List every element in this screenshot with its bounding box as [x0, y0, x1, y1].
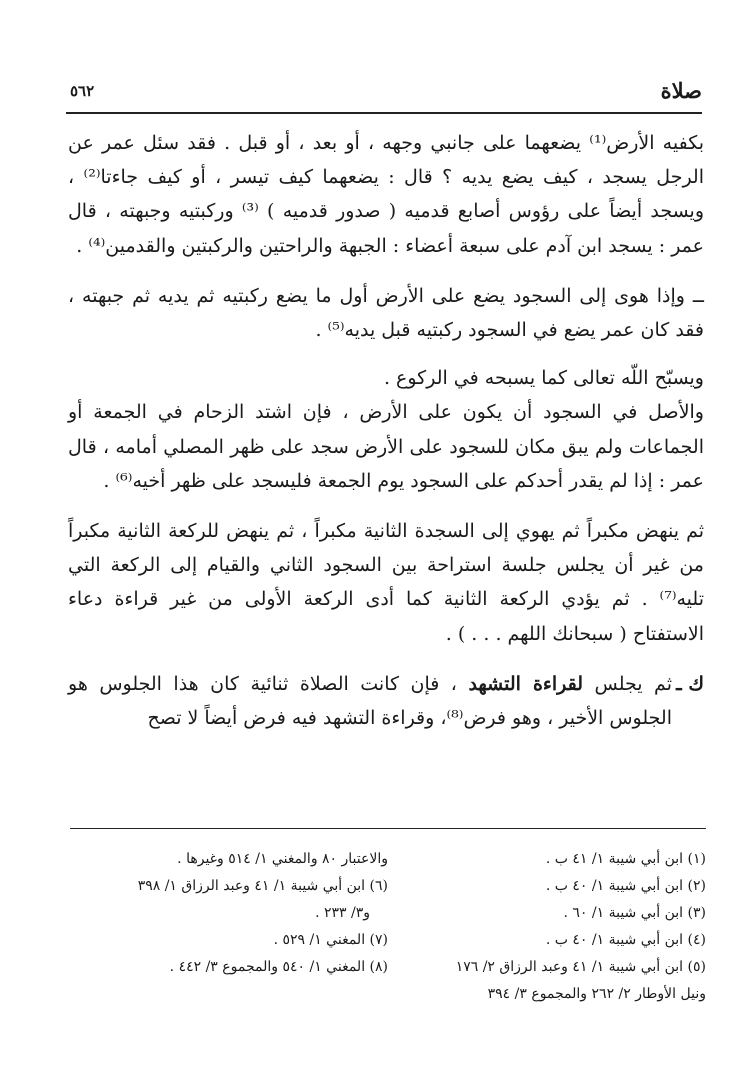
page-header	[62, 78, 702, 108]
footnote: (٦) ابن أبي شيبة ١/ ٤١ وعبد الرزاق ١/ ٣٩٨	[137, 878, 388, 894]
paragraph-5: ثم ينهض مكبراً ثم يهوي إلى السجدة الثانية مكبراً ، ثم ينهض للركعة الثانية مكبراً من غير أن يجلس جلسة استراحة بين السجود الثاني والقيام إلى الركعة التي تليه⁽⁷⁾ . ثم يؤدي الركعة الثانية كما أدى الركعة الأولى من غير قراءة دعاء الاستفتاح ( سبحانك اللهم . . . ) .	[68, 520, 704, 645]
footnote: (٧) المغني ١/ ٥٢٩ .	[273, 932, 388, 948]
footnote: (٥) ابن أبي شيبة ١/ ٤١ وعبد الرزاق ٢/ ١٧٦	[455, 959, 706, 975]
footnote-rule	[70, 828, 706, 829]
footnote: (٢) ابن أبي شيبة ١/ ٤٠ ب .	[545, 878, 706, 894]
footnotes-right-column	[388, 846, 706, 1008]
footnote: ونيل الأوطار ٢/ ٢٦٢ والمجموع ٣/ ٣٩٤	[487, 986, 706, 1002]
section-heading: لقراءة التشهد	[468, 672, 584, 695]
section-lead: ثم يجلس	[594, 672, 672, 695]
running-title: صلاة	[660, 78, 702, 103]
footnote: (٤) ابن أبي شيبة ١/ ٤٠ ب .	[545, 932, 706, 948]
paragraph-1: بكفيه الأرض⁽¹⁾ يضعهما على جانبي وجهه ، أو بعد ، أو قبل . فقد سئل عمر عن الرجل يسجد ، كيف يضع يديه ؟ قال : يضعهما كيف تيسر ، أو كيف جاءتا⁽²⁾ ، ويسجد أيضاً على رؤوس أصابع قدميه ( صدور قدميه ) ⁽³⁾ وركبتيه وجبهته ، قال عمر : يسجد ابن آدم على سبعة أعضاء : الجبهة والراحتين والركبتين والقدمين⁽⁴⁾ .	[68, 132, 705, 257]
footnote: (١) ابن أبي شيبة ١/ ٤١ ب .	[545, 851, 706, 867]
section-text: ، فإن كانت الصلاة ثنائية كان هذا الجلوس هو الجلوس الأخير ، وهو فرض⁽⁸⁾، وقراءة التشهد فيه فرض أيضاً لا تصح	[68, 672, 672, 730]
paragraph-3: ويسبّح اللّه تعالى كما يسبحه في الركوع .	[383, 367, 704, 390]
paragraph-2: ــ وإذا هوى إلى السجود يضع على الأرض أول ما يضع ركبتيه ثم يديه ثم جبهته ، فقد كان عمر يضع في السجود ركبتيه قبل يديه⁽⁵⁾ .	[68, 284, 704, 342]
header-rule	[66, 112, 702, 114]
page-number: ٥٦٢	[70, 82, 95, 100]
footnote: (٨) المغني ١/ ٥٤٠ والمجموع ٣/ ٤٤٢ .	[169, 959, 388, 975]
footnotes-left-column	[70, 846, 388, 981]
footnote: (٣) ابن أبي شيبة ١/ ٦٠ .	[563, 905, 706, 921]
section-marker: ك ـ	[676, 672, 704, 695]
main-text	[68, 126, 704, 735]
paragraph-4: والأصل في السجود أن يكون على الأرض ، فإن اشتد الزحام في الجمعة أو الجماعات ولم يبق مكان للسجود على الأرض سجد على ظهر المصلي أمامه ، قال عمر : إذا لم يقدر أحدكم على السجود يوم الجمعة فليسجد على ظهر أخيه⁽⁶⁾ .	[68, 401, 704, 492]
footnote: والاعتبار ٨٠ والمغني ١/ ٥١٤ وغيرها .	[177, 851, 388, 867]
footnote: و٣/ ٢٣٣ .	[315, 905, 370, 921]
section-k	[68, 667, 704, 735]
